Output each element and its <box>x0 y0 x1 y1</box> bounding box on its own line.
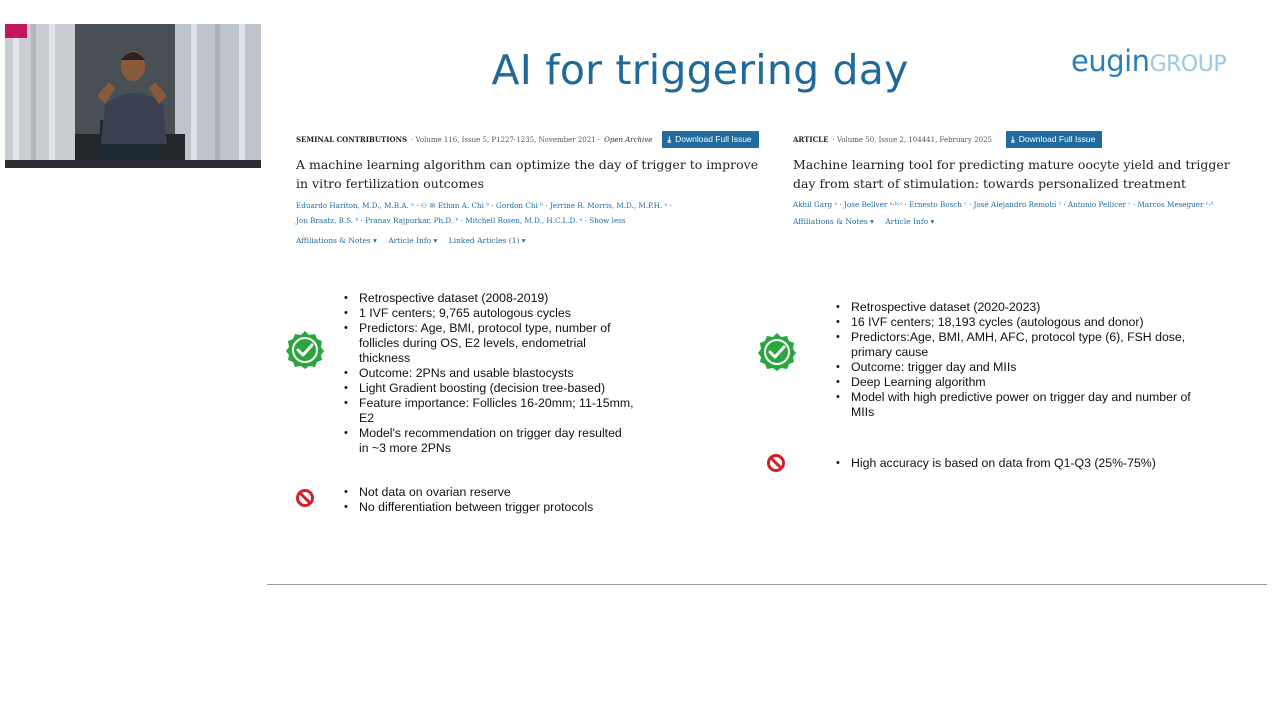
article-1-links <box>296 236 535 245</box>
person-icon: ⚇ <box>420 201 428 210</box>
list-item: • Outcome: 2PNs and usable blastocysts <box>344 366 634 381</box>
download-full-issue-button[interactable]: ⤓ Download Full Issue <box>662 131 758 148</box>
list-item: • Deep Learning algorithm <box>836 375 1206 390</box>
article-1-pros-list <box>344 291 634 456</box>
list-item: • Retrospective dataset (2008-2019) <box>344 291 634 306</box>
author-link[interactable]: Gordon Chi ᵇ · <box>496 201 548 210</box>
list-item: • High accuracy is based on data from Q1-Q3 (25%-75%) <box>836 456 1206 471</box>
author-link[interactable]: Akhil Garg ᵃ · <box>793 200 842 209</box>
article-info-toggle[interactable]: Article Info ▾ <box>885 217 935 226</box>
article-1-title[interactable]: A machine learning algorithm can optimize the day of trigger to improve in vitro fertilization outcomes <box>296 157 759 191</box>
article-2-cons-list <box>836 456 1206 471</box>
author-link[interactable]: Jon Braatz, B.S. ᵇ · <box>296 216 363 225</box>
footer-divider <box>267 584 1267 585</box>
author-link[interactable]: Pranav Rajpurkar, Ph.D. ᵇ · <box>365 216 463 225</box>
article-2-links <box>793 217 943 226</box>
check-badge-icon <box>285 330 325 370</box>
article-1-header <box>296 131 766 148</box>
list-item: • Predictors:Age, BMI, AMH, AFC, protocol type (6), FSH dose, primary cause <box>836 330 1206 360</box>
article-2-title[interactable]: Machine learning tool for predicting mature oocyte yield and trigger day from start of stimulation: towards personalized treatment <box>793 157 1230 191</box>
list-item: • Outcome: trigger day and MIIs <box>836 360 1206 375</box>
list-item: • 1 IVF centers; 9,765 autologous cycles <box>344 306 634 321</box>
list-item: • Model with high predictive power on trigger day and number of MIIs <box>836 390 1206 420</box>
article-2-authors <box>793 197 1223 212</box>
article-1-cons-list <box>344 485 644 515</box>
author-link[interactable]: Mitchell Rosen, M.D., H.C.L.D. ᵃ · <box>465 216 587 225</box>
speaker-video <box>5 24 261 168</box>
affiliations-notes-toggle[interactable]: Affiliations & Notes ▾ <box>793 217 874 226</box>
list-item: • Retrospective dataset (2020-2023) <box>836 300 1206 315</box>
linked-articles-toggle[interactable]: Linked Articles (1) ▾ <box>448 236 526 245</box>
list-item: • Feature importance: Follicles 16-20mm; 11-15mm, E2 <box>344 396 634 426</box>
author-link[interactable]: Antonio Pellicer ᶜ · <box>1067 200 1136 209</box>
author-link[interactable]: Jerrine R. Morris, M.D., M.P.H. ᵃ · <box>549 201 672 210</box>
mail-icon: ✉ <box>429 201 436 210</box>
author-link[interactable]: Ernesto Bosch ᶜ · <box>909 200 972 209</box>
article-2-header <box>793 131 1263 148</box>
list-item: • Light Gradient boosting (decision tree-based) <box>344 381 634 396</box>
list-item: • 16 IVF centers; 18,193 cycles (autologous and donor) <box>836 315 1206 330</box>
download-icon: ⤓ <box>1011 134 1015 144</box>
author-link[interactable]: Marcos Meseguer ᶜ·ᵈ <box>1137 200 1214 209</box>
prohibited-icon <box>295 488 315 508</box>
prohibited-icon <box>766 453 786 473</box>
author-link[interactable]: José Alejandro Remohí ᶜ · <box>973 200 1066 209</box>
list-item: • Model's recommendation on trigger day resulted in ~3 more 2PNs <box>344 426 634 456</box>
article-1-authors <box>296 198 716 228</box>
speaker-video-image <box>5 24 261 168</box>
download-full-issue-button[interactable]: ⤓ Download Full Issue <box>1006 131 1102 148</box>
article-info-toggle[interactable]: Article Info ▾ <box>388 236 438 245</box>
article-2-meta: ARTICLE · Volume 50, Issue 2, 104441, February 2025 ⤓ Download Full Issue <box>793 131 1263 148</box>
eugin-group-logo: euginGROUP <box>1071 44 1227 78</box>
article-1-meta: SEMINAL CONTRIBUTIONS · Volume 116, Issue 5, P1227-1235, November 2021 · Open Archive ⤓ Download Full Issue <box>296 131 766 148</box>
author-link[interactable]: Eduardo Hariton, M.D., M.B.A. ᵃ · <box>296 201 419 210</box>
list-item: • Not data on ovarian reserve <box>344 485 644 500</box>
list-item: • No differentiation between trigger protocols <box>344 500 644 515</box>
list-item: • Predictors: Age, BMI, protocol type, number of follicles during OS, E2 levels, endometrial thickness <box>344 321 634 366</box>
author-link[interactable]: Jose Bellver ᵃ·ᵇ·ᶜ · <box>844 200 907 209</box>
show-less-link[interactable]: Show less <box>589 216 626 225</box>
slide-title: AI for triggering day <box>491 46 909 94</box>
check-badge-icon <box>757 332 797 372</box>
download-icon: ⤓ <box>667 134 672 144</box>
article-2-pros-list <box>836 300 1206 420</box>
affiliations-notes-toggle[interactable]: Affiliations & Notes ▾ <box>296 236 377 245</box>
author-link[interactable]: Ethan A. Chi ᵇ · <box>437 201 494 210</box>
